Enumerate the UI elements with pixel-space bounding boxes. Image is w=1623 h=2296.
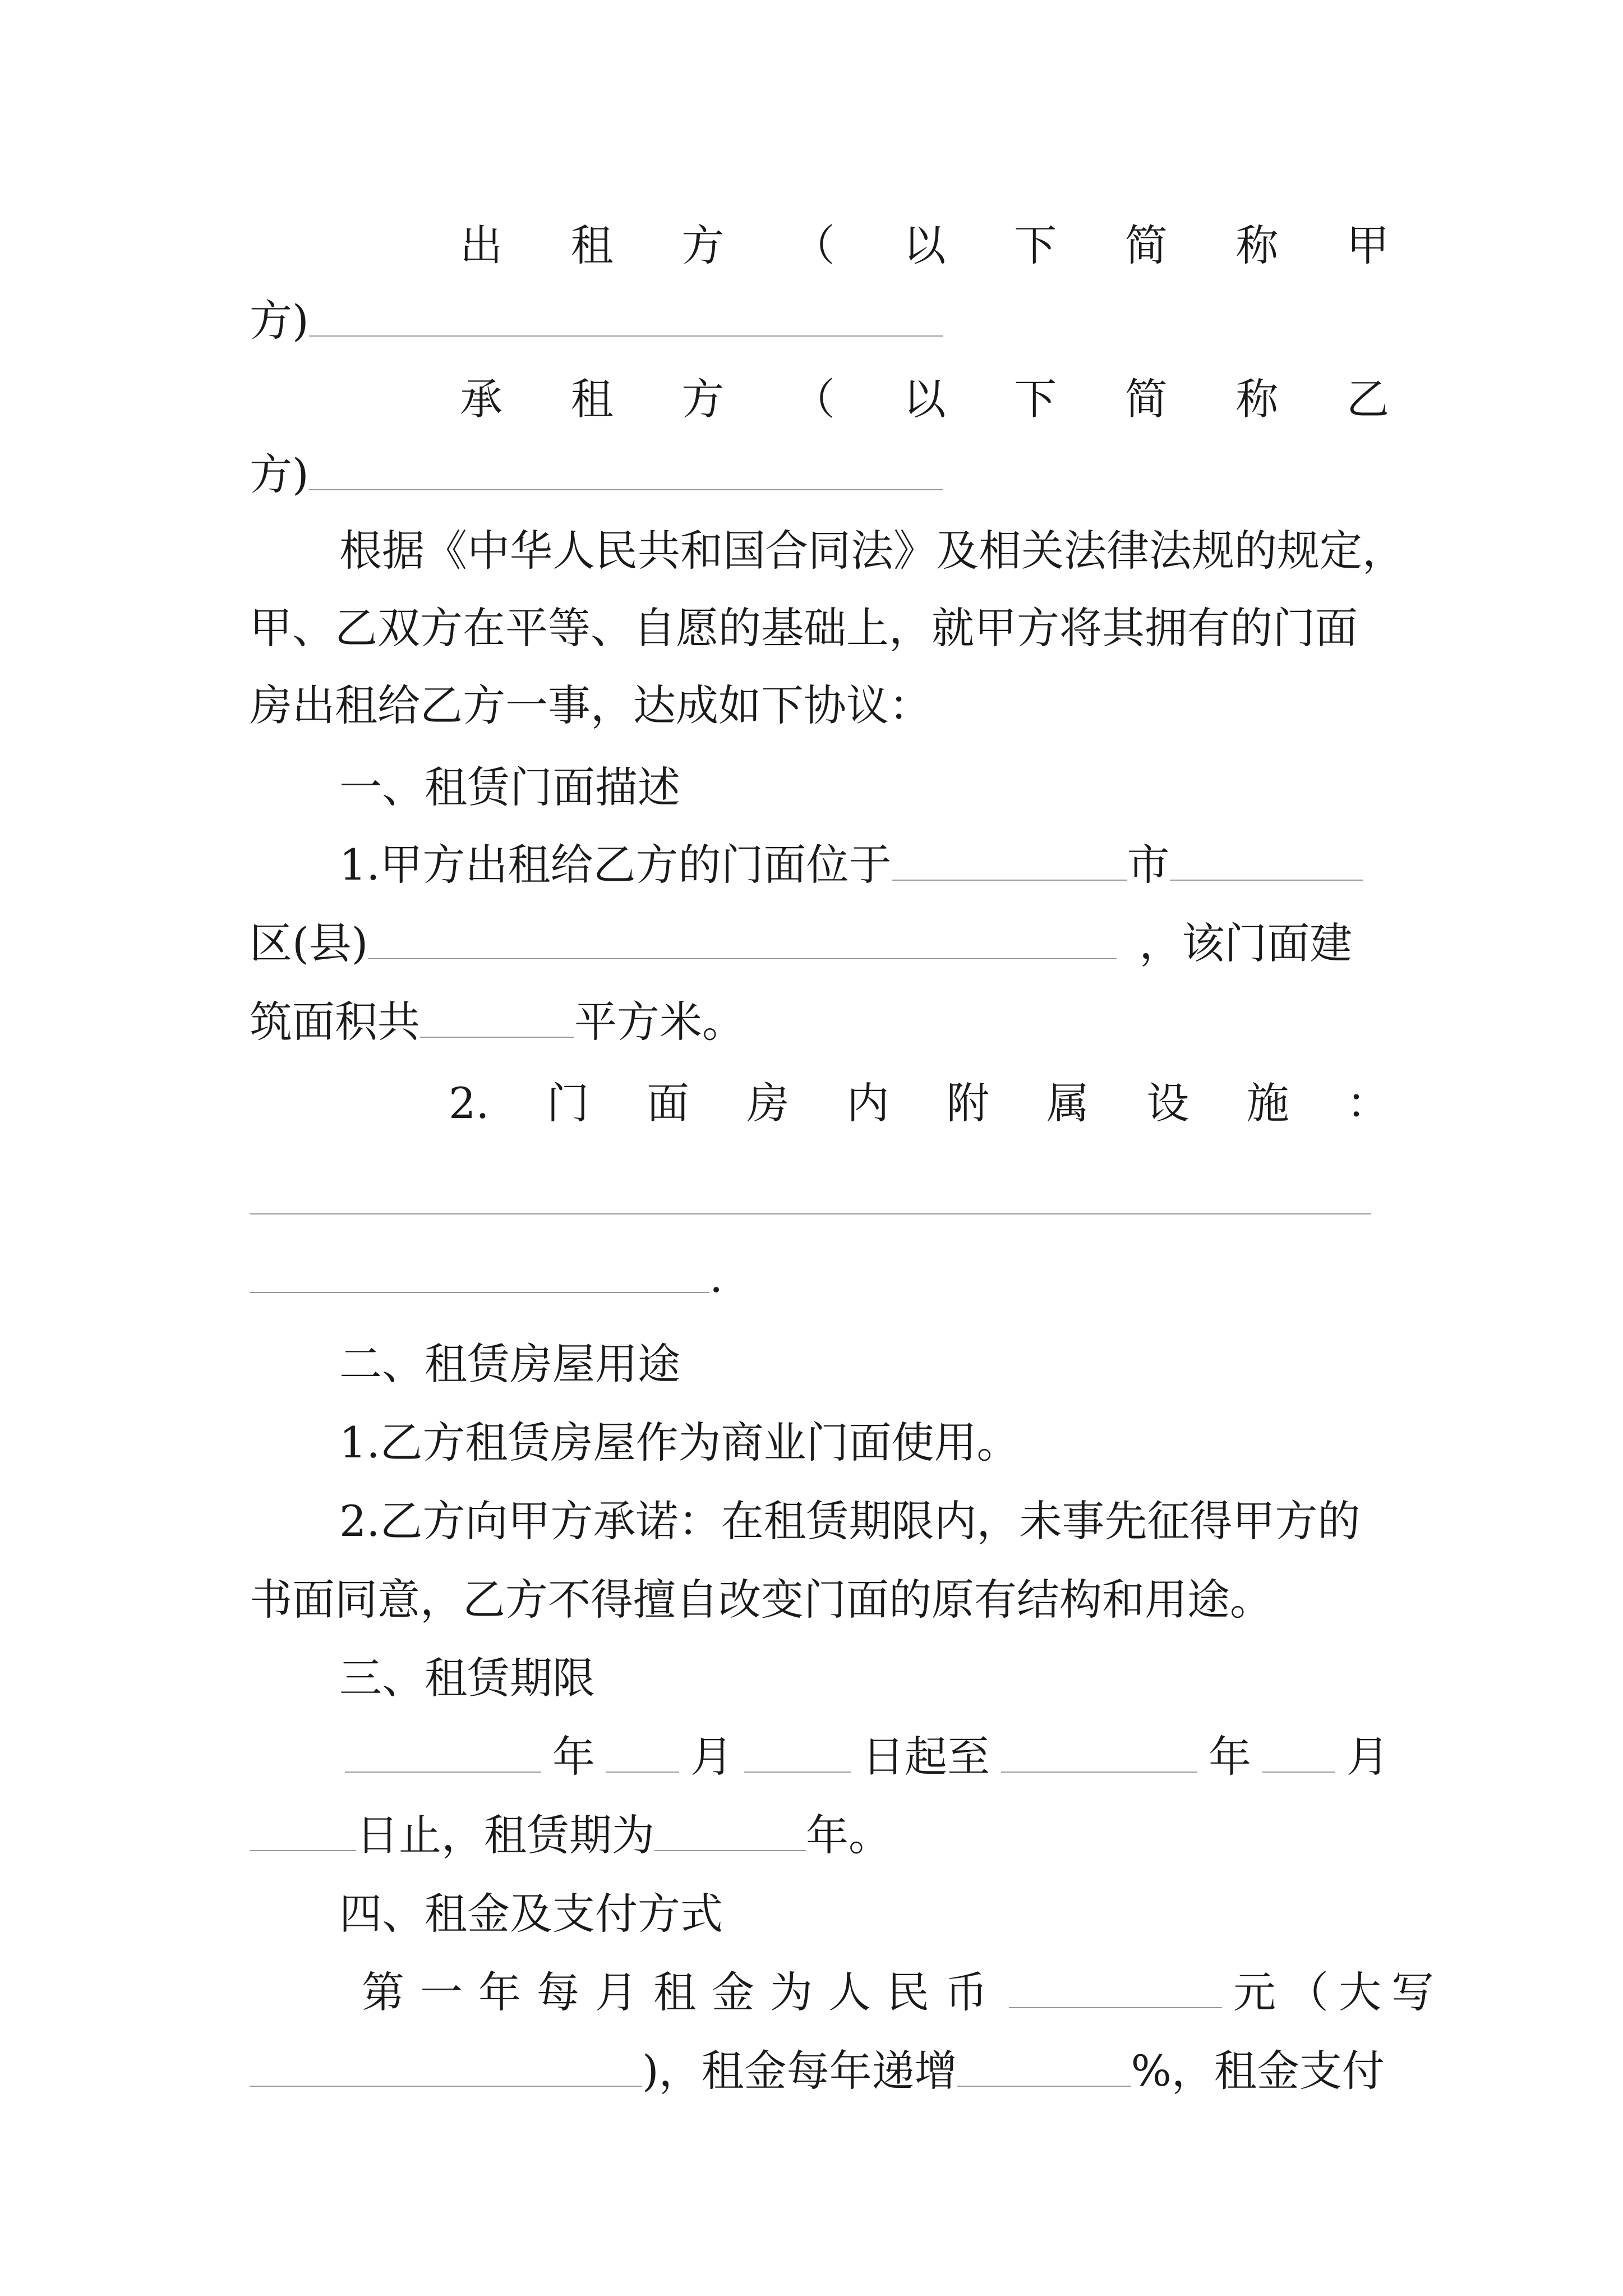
party-a-char: 甲 — [1347, 220, 1389, 270]
party-b-char: 简 — [1124, 374, 1168, 424]
party-a-char: 租 — [570, 220, 614, 270]
s1-item2-char: ： — [1346, 1078, 1389, 1128]
rent-line — [250, 1958, 1444, 2017]
s1-item1-text: 筑面积共 — [250, 997, 420, 1047]
rent-amount-blank[interactable] — [1009, 2007, 1222, 2008]
city-blank[interactable] — [892, 880, 1127, 881]
start-year-blank[interactable] — [345, 1772, 541, 1773]
term-period-line — [250, 1801, 1389, 1860]
term-text: 日止，租赁期为 — [356, 1810, 654, 1860]
term-text: 月 — [690, 1732, 733, 1782]
s1-item1-text: 1.甲方出租给乙方的门面位于 — [339, 840, 892, 890]
end-year-blank[interactable] — [1001, 1772, 1197, 1773]
intro-line — [250, 516, 1405, 576]
start-day-blank[interactable] — [744, 1772, 851, 1773]
term-text: 年 — [1209, 1732, 1251, 1782]
term-dates-line — [250, 1722, 1389, 1782]
party-b-line — [250, 365, 1389, 424]
section-2-heading: 二、租赁房屋用途 — [339, 1339, 680, 1389]
s2-item2-line — [250, 1565, 1389, 1625]
section-heading — [250, 1329, 1389, 1389]
intro-line — [250, 593, 1389, 653]
section-heading — [250, 1879, 1389, 1939]
s1-item1-text: ，该门面建 — [1139, 918, 1353, 968]
party-a-line — [250, 211, 1389, 270]
s1-item2-char: 属 — [1046, 1078, 1090, 1128]
s1-item2-char: 面 — [647, 1078, 690, 1128]
s2-item2-line — [250, 1487, 1389, 1546]
s1-item1-text: 市 — [1127, 840, 1170, 890]
section-1-heading: 一、租赁门面描述 — [339, 762, 680, 812]
s2-item2-text: 2.乙方向甲方承诺：在租赁期限内，未事先征得甲方的 — [339, 1496, 1361, 1546]
s1-item1-line — [250, 987, 1389, 1047]
party-a-char: 简 — [1124, 220, 1168, 270]
party-b-char: 以 — [903, 374, 946, 424]
party-a-char: （ — [792, 220, 835, 270]
party-b-char: 方 — [681, 374, 725, 424]
rent-line — [250, 2036, 1389, 2096]
rent-text: )，租金每年递增 — [642, 2046, 957, 2096]
s1-item1-text: 平方米。 — [574, 997, 745, 1047]
s1-item2-char: 房 — [746, 1078, 790, 1128]
facilities-line — [250, 1243, 1389, 1302]
facilities-blank[interactable] — [250, 1213, 1371, 1214]
party-b-char: 承 — [460, 374, 502, 424]
party-a-char: 以 — [903, 220, 946, 270]
s1-item1-line — [250, 909, 1389, 968]
intro-text: 房出租给乙方一事，达成如下协议： — [250, 680, 932, 730]
s1-item2-char: 2. — [449, 1078, 490, 1128]
party-b-char: 称 — [1235, 374, 1279, 424]
end-day-blank[interactable] — [250, 1850, 356, 1851]
term-text: 年 — [552, 1732, 595, 1782]
rent-capital-blank[interactable] — [250, 2086, 642, 2087]
term-years-blank[interactable] — [654, 1850, 806, 1851]
end-month-blank[interactable] — [1262, 1772, 1335, 1773]
party-b-char: 租 — [570, 374, 614, 424]
rent-text: 元（大写 — [1233, 1967, 1444, 2017]
address-blank[interactable] — [368, 958, 1117, 959]
party-a-char: 下 — [1014, 220, 1057, 270]
s2-item1-text: 1.乙方租赁房屋作为商业门面使用。 — [339, 1418, 1020, 1467]
section-heading — [250, 753, 1389, 812]
term-text: 月 — [1347, 1732, 1389, 1782]
district-blank[interactable] — [1170, 880, 1363, 881]
facilities-line — [250, 1164, 1389, 1220]
party-a-name-line — [250, 286, 1389, 346]
s1-item2-char: 内 — [846, 1078, 889, 1128]
s1-item2-line — [250, 1069, 1389, 1128]
s1-item2-char: 施 — [1246, 1078, 1289, 1128]
term-text: 年。 — [806, 1810, 891, 1860]
s1-item2-char: 门 — [546, 1078, 589, 1128]
party-b-char: 乙 — [1347, 374, 1389, 424]
start-month-blank[interactable] — [606, 1772, 679, 1773]
party-a-char: 称 — [1235, 220, 1279, 270]
party-a-name-blank[interactable] — [309, 335, 943, 337]
party-a-cont: 方) — [250, 296, 309, 346]
party-a-char: 方 — [681, 220, 725, 270]
facilities-blank[interactable] — [250, 1292, 709, 1293]
party-b-name-line — [250, 440, 1389, 499]
intro-text: 甲、乙双方在平等、自愿的基础上，就甲方将其拥有的门面 — [250, 603, 1358, 653]
area-blank[interactable] — [420, 1037, 574, 1038]
s2-item1-line — [250, 1408, 1389, 1467]
facilities-end: . — [709, 1252, 723, 1302]
party-b-char: 下 — [1014, 374, 1057, 424]
s1-item1-line — [250, 830, 1389, 890]
party-b-name-blank[interactable] — [309, 489, 943, 490]
party-b-cont: 方) — [250, 449, 309, 499]
s2-item2-text: 书面同意，乙方不得擅自改变门面的原有结构和用途。 — [250, 1575, 1272, 1625]
rent-text: 第一年每月租金为人民币 — [362, 1967, 1003, 2017]
section-4-heading: 四、租金及支付方式 — [339, 1889, 723, 1939]
section-heading — [250, 1644, 1389, 1703]
term-text: 日起至 — [862, 1732, 990, 1782]
intro-text: 根据《中华人民共和国合同法》及相关法律法规的规定， — [339, 526, 1405, 576]
intro-line — [250, 671, 1389, 730]
s1-item1-text: 区(县) — [250, 918, 368, 968]
party-b-char: （ — [792, 374, 835, 424]
party-a-char: 出 — [460, 220, 502, 270]
s1-item2-char: 设 — [1146, 1078, 1189, 1128]
section-3-heading: 三、租赁期限 — [339, 1653, 595, 1703]
increase-rate-blank[interactable] — [957, 2086, 1131, 2087]
rent-text: %，租金支付 — [1131, 2046, 1385, 2096]
s1-item2-char: 附 — [946, 1078, 989, 1128]
